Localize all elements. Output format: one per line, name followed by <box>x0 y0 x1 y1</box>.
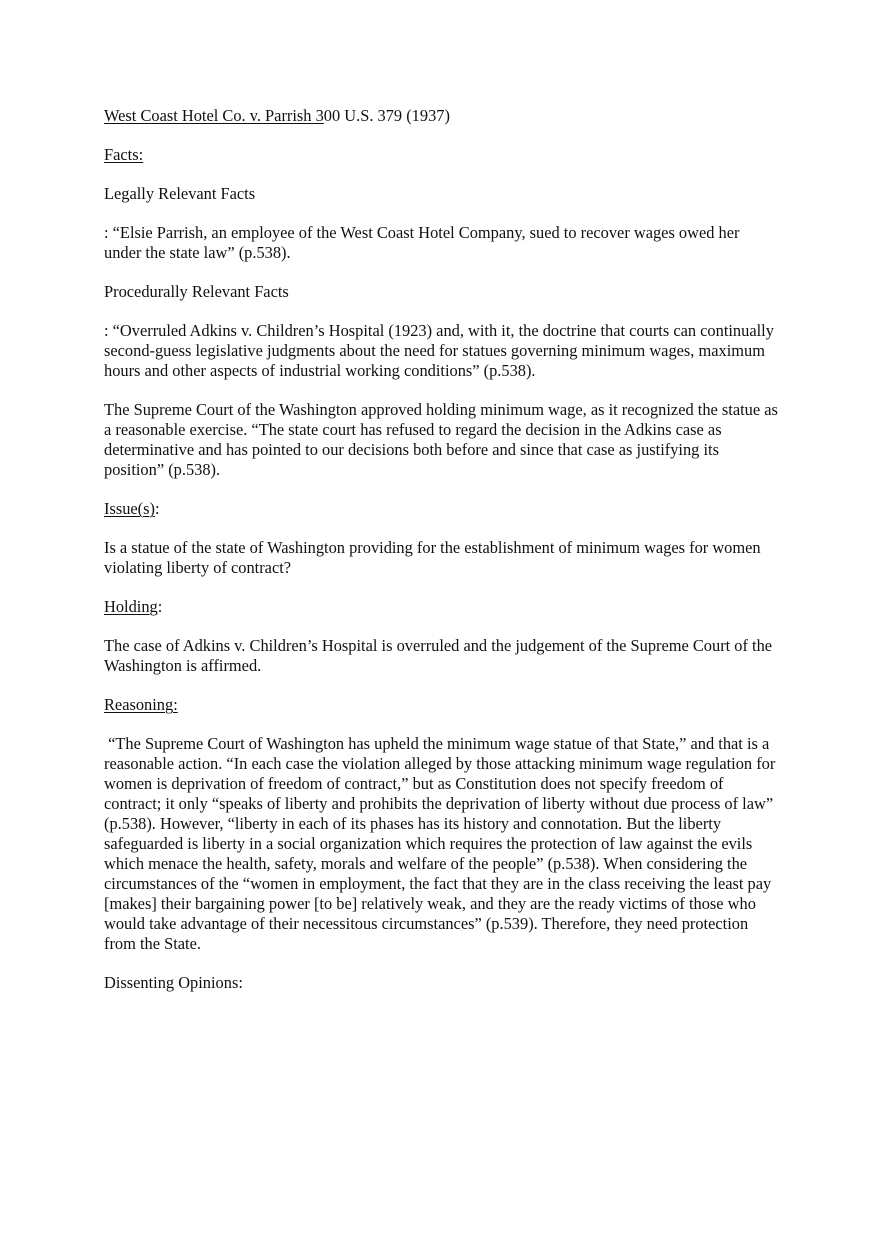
procedural-facts-heading: Procedurally Relevant Facts <box>104 282 289 301</box>
procedural-facts-text: : “Overruled Adkins v. Children’s Hospital (1923) and, with it, the doctrine that courts can continually second-guess legislative judgments about the need for statues governing minimum wages, maximum hours and other aspects of industrial working conditions” (p.538). <box>104 321 774 380</box>
holding-text: The case of Adkins v. Children’s Hospital is overruled and the judgement of the Supreme Court of the Washington is affirmed. <box>104 636 773 675</box>
case-citation: 00 U.S. 379 (1937) <box>323 106 450 125</box>
reasoning-text: “The Supreme Court of Washington has upheld the minimum wage statue of that State,” and that is a reasonable action. “In each case the violation alleged by those attacking minimum wage regulation for women is deprivation of freedom of contract,” but as Constitution does not specify freedom of contract; it only “speaks of liberty and prohibits the deprivation of liberty without due process of law” (p.538). However, “liberty in each of its phases has its history and connotation. But the liberty safeguarded is liberty in a social organization which requires the protection of law against the evils which menace the health, safety, morals and welfare of the people” (p.538). When considering the circumstances of the “women in employment, the fact that they are in the class receiving the least pay [makes] their bargaining power [to be] relatively weak, and they are the ready victims of those who would take advantage of their necessitous circumstances” (p.539). Therefore, they need protection from the State. <box>104 734 780 953</box>
issue-text: Is a statue of the state of Washington providing for the establishment of minimum wages for women violating liberty of contract? <box>104 538 761 577</box>
holding-heading: Holding: <box>104 597 163 616</box>
issue-heading: Issue(s): <box>104 499 160 518</box>
supreme-court-paragraph: The Supreme Court of the Washington approved holding minimum wage, as it recognized the statue as a reasonable exercise. “The state court has refused to regard the decision in the Adkins case as determinative and has pointed to our decisions both before and since that case as justifying its position” (p.538). <box>104 400 778 479</box>
case-name: West Coast Hotel Co. v. Parrish 3 <box>104 106 324 125</box>
case-title <box>104 106 780 126</box>
legal-facts-text: : “Elsie Parrish, an employee of the West Coast Hotel Company, sued to recover wages owed her under the state law” (p.538). <box>104 223 740 262</box>
facts-heading: Facts: <box>104 145 144 164</box>
legal-facts-heading: Legally Relevant Facts <box>104 184 256 203</box>
reasoning-heading: Reasoning: <box>104 695 178 714</box>
dissenting-heading: Dissenting Opinions: <box>104 973 243 992</box>
document-body <box>104 106 780 1012</box>
